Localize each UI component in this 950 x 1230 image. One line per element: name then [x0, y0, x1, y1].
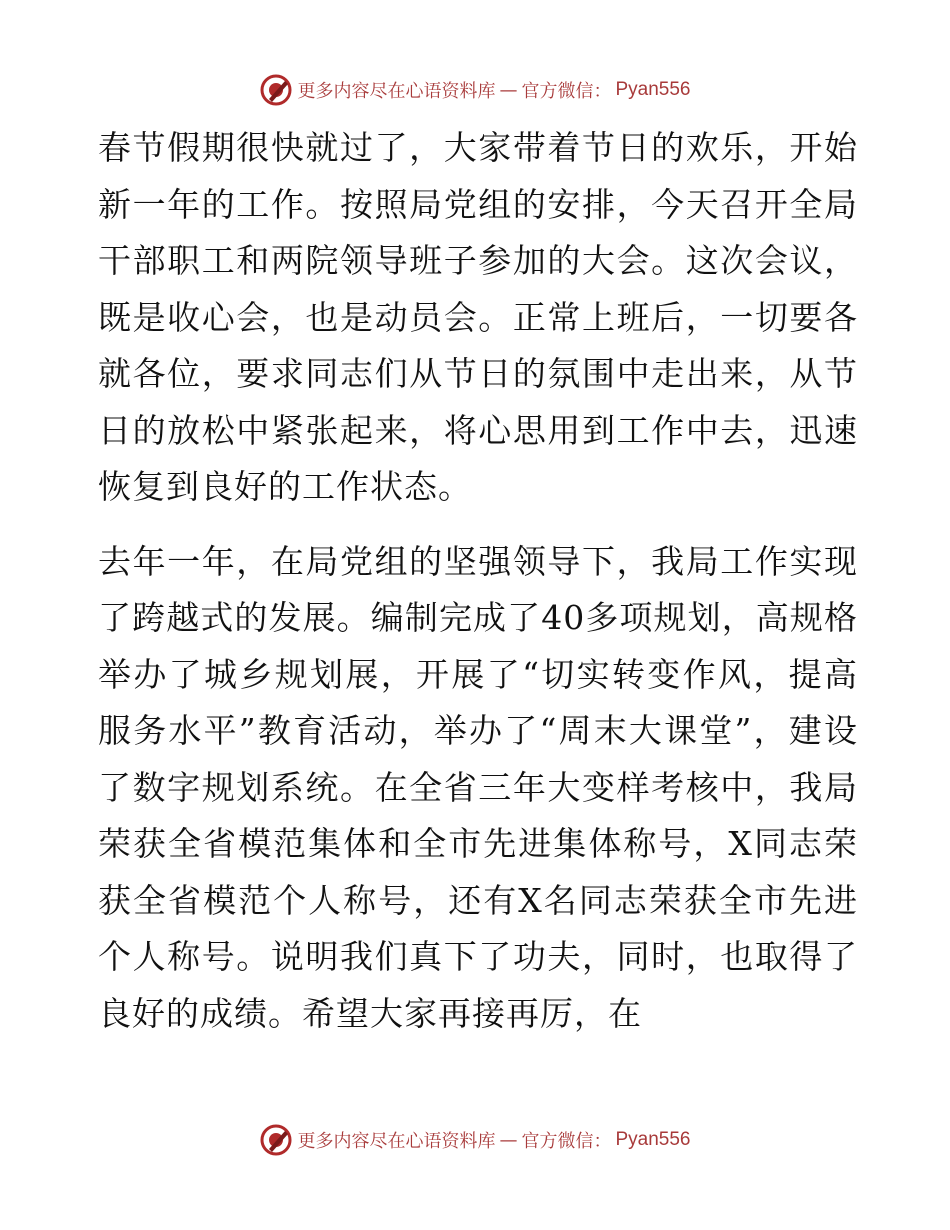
- document-body: [98, 120, 858, 1042]
- watermark-account: Pyan556: [615, 1129, 691, 1150]
- pen-logo-icon: [259, 73, 293, 107]
- watermark-brand: 更多内容尽在心语资料库: [297, 1131, 496, 1152]
- watermark-label: 官方微信：: [521, 81, 612, 102]
- header-watermark: [0, 70, 950, 110]
- paragraph-1: 春节假期很快就过了，大家带着节日的欢乐，开始新一年的工作。按照局党组的安排，今天召开全局干部职工和两院领导班子参加的大会。这次会议，既是收心会，也是动员会。正常上班后，一切要各就各位，要求同志们从节日的氛围中走出来，从节日的放松中紧张起来，将心思用到工作中去，迅速恢复到良好的工作状态。: [98, 128, 858, 506]
- watermark-label: 官方微信：: [521, 1131, 612, 1152]
- watermark-account: Pyan556: [615, 79, 691, 100]
- pen-logo-icon: [259, 1123, 293, 1157]
- watermark-separator: —: [499, 79, 518, 101]
- watermark-brand: 更多内容尽在心语资料库: [297, 81, 496, 102]
- footer-watermark: [0, 1120, 950, 1160]
- watermark-separator: —: [499, 1129, 518, 1151]
- paragraph-2: 去年一年，在局党组的坚强领导下，我局工作实现了跨越式的发展。编制完成了40多项规划，高规格举办了城乡规划展，开展了“切实转变作风，提高服务水平”教育活动，举办了“周末大课堂”，建设了数字规划系统。在全省三年大变样考核中，我局荣获全省模范集体和全市先进集体称号，X同志荣获全省模范个人称号，还有X名同志荣获全市先进个人称号。说明我们真下了功夫，同时，也取得了良好的成绩。希望大家再接再厉，在: [98, 541, 858, 1033]
